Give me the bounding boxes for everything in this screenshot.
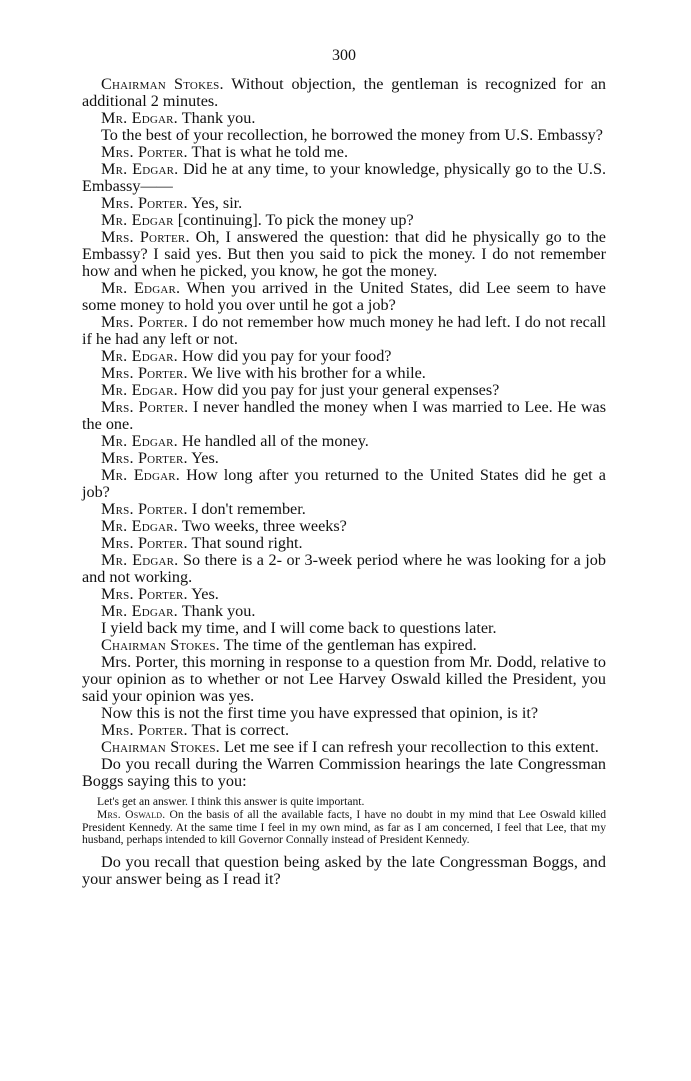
paragraph bbox=[82, 144, 606, 161]
speaker-name: Mrs. Oswald. bbox=[97, 807, 166, 821]
paragraph-text: Without objection, the gentleman is recognized for an additional 2 minutes. bbox=[82, 75, 606, 110]
paragraph-text: Oh, I answered the question: that did he physically go to the Embassy? I said yes. But then you said to pick the money. I do not remember how and when he picked, you know, he got the money. bbox=[82, 228, 606, 280]
paragraph-text: How did you pay for just your general expenses? bbox=[177, 381, 500, 399]
speaker-name: Mr. Edgar. bbox=[101, 466, 181, 484]
speaker-name: Mr. Edgar bbox=[101, 211, 174, 229]
speaker-name: Mr. Edgar. bbox=[101, 517, 178, 535]
paragraph bbox=[82, 535, 606, 552]
paragraph bbox=[82, 127, 606, 144]
speaker-name: Mr. Edgar. bbox=[101, 109, 178, 127]
paragraph bbox=[82, 467, 606, 501]
speaker-name: Mr. Edgar. bbox=[101, 347, 178, 365]
paragraph-text: Yes, sir. bbox=[187, 194, 243, 212]
speaker-name: Mr. Edgar. bbox=[101, 160, 179, 178]
paragraph bbox=[82, 501, 606, 518]
paragraph bbox=[82, 722, 606, 739]
paragraph-text: He handled all of the money. bbox=[177, 432, 369, 450]
paragraph bbox=[82, 229, 606, 280]
speaker-name: Mr. Edgar. bbox=[101, 551, 179, 569]
paragraph bbox=[82, 705, 606, 722]
paragraph bbox=[82, 365, 606, 382]
quote-text: Let's get an answer. I think this answer is quite important. bbox=[97, 795, 365, 808]
speaker-name: Mr. Edgar. bbox=[101, 381, 178, 399]
speaker-name: Mrs. Porter. bbox=[101, 194, 188, 212]
speaker-name: Mrs. Porter. bbox=[101, 585, 188, 603]
speaker-name: Mrs. Porter. bbox=[101, 721, 188, 739]
paragraph bbox=[82, 586, 606, 603]
paragraph bbox=[82, 161, 606, 195]
paragraph bbox=[82, 552, 606, 586]
paragraph-text: When you arrived in the United States, did Lee seem to have some money to hold you over until he got a job? bbox=[82, 279, 606, 314]
paragraph-text: We live with his brother for a while. bbox=[187, 364, 426, 382]
quote-text: On the basis of all the available facts, I have no doubt in my mind that Lee Oswald killed President Kennedy. At the same time I feel in my own mind, as far as I am concerned, I feel that Lee, that my husband, perhaps intended to kill Governor Connally instead of President Kennedy. bbox=[82, 807, 607, 847]
paragraph bbox=[82, 348, 606, 365]
speaker-name: Mr. Edgar. bbox=[101, 432, 178, 450]
paragraph-text: That sound right. bbox=[187, 534, 303, 552]
speaker-name: Mrs. Porter. bbox=[101, 500, 188, 518]
paragraph-text: Do you recall during the Warren Commission hearings the late Congressman Boggs saying this to you: bbox=[82, 755, 606, 790]
paragraph-text: I do not remember how much money he had left. I do not recall if he had any left or not. bbox=[82, 313, 606, 348]
speaker-name: Mrs. Porter. bbox=[101, 228, 190, 246]
paragraph-text: I yield back my time, and I will come back to questions later. bbox=[101, 619, 497, 637]
paragraph bbox=[82, 382, 606, 399]
paragraph bbox=[82, 433, 606, 450]
paragraph bbox=[82, 756, 606, 790]
speaker-name: Chairman Stokes. bbox=[101, 75, 224, 93]
paragraph-text: Now this is not the first time you have expressed that opinion, is it? bbox=[101, 704, 538, 722]
speaker-name: Mr. Edgar. bbox=[101, 279, 181, 297]
paragraph bbox=[82, 603, 606, 620]
speaker-name: Mrs. Porter. bbox=[101, 313, 189, 331]
quote-paragraph bbox=[82, 809, 606, 847]
paragraph-text: So there is a 2- or 3-week period where he was looking for a job and not working. bbox=[82, 551, 606, 586]
speaker-name: Mr. Edgar. bbox=[101, 602, 178, 620]
paragraph-text: How did you pay for your food? bbox=[177, 347, 392, 365]
paragraph-text: [continuing]. To pick the money up? bbox=[173, 211, 414, 229]
paragraph-text: Do you recall that question being asked by the late Congressman Boggs, and your answer being as I read it? bbox=[82, 853, 606, 889]
paragraph bbox=[82, 314, 606, 348]
speaker-name: Mrs. Porter. bbox=[101, 398, 189, 416]
paragraph-text: Mrs. Porter, this morning in response to a question from Mr. Dodd, relative to your opinion as to whether or not Lee Harvey Oswald killed the President, you said your opinion was yes. bbox=[82, 653, 606, 705]
paragraph bbox=[82, 195, 606, 212]
paragraph-text: Yes. bbox=[187, 585, 219, 603]
paragraph-text: Did he at any time, to your knowledge, physically go to the U.S. Embassy—— bbox=[82, 160, 606, 195]
paragraph-text: To the best of your recollection, he borrowed the money from U.S. Embassy? bbox=[101, 126, 603, 144]
paragraph-text: How long after you returned to the United States did he get a job? bbox=[82, 466, 606, 501]
hearing-transcript bbox=[82, 76, 606, 888]
paragraph bbox=[82, 518, 606, 535]
paragraph-text: I never handled the money when I was married to Lee. He was the one. bbox=[82, 398, 606, 433]
speaker-name: Mrs. Porter. bbox=[101, 364, 188, 382]
paragraph-text: Two weeks, three weeks? bbox=[177, 517, 347, 535]
block-quote bbox=[82, 796, 606, 847]
paragraph-text: I don't remember. bbox=[187, 500, 306, 518]
paragraph-text: Thank you. bbox=[177, 109, 256, 127]
page-number: 300 bbox=[332, 47, 356, 64]
paragraph-text: Let me see if I can refresh your recollection to this extent. bbox=[219, 738, 599, 756]
paragraph bbox=[82, 212, 606, 229]
paragraph bbox=[82, 854, 606, 888]
paragraph bbox=[82, 620, 606, 637]
speaker-name: Mrs. Porter. bbox=[101, 534, 188, 552]
paragraph-text: Thank you. bbox=[177, 602, 256, 620]
paragraph bbox=[82, 450, 606, 467]
paragraph-text: The time of the gentleman has expired. bbox=[219, 636, 477, 654]
paragraph bbox=[82, 280, 606, 314]
paragraph-text: That is what he told me. bbox=[187, 143, 348, 161]
paragraph bbox=[82, 654, 606, 705]
speaker-name: Mrs. Porter. bbox=[101, 449, 188, 467]
paragraph bbox=[82, 110, 606, 127]
paragraph-text: Yes. bbox=[187, 449, 219, 467]
paragraph-text: That is correct. bbox=[187, 721, 290, 739]
speaker-name: Mrs. Porter. bbox=[101, 143, 188, 161]
paragraph bbox=[82, 637, 606, 654]
speaker-name: Chairman Stokes. bbox=[101, 738, 220, 756]
paragraph bbox=[82, 399, 606, 433]
speaker-name: Chairman Stokes. bbox=[101, 636, 220, 654]
paragraph bbox=[82, 76, 606, 110]
paragraph bbox=[82, 739, 606, 756]
